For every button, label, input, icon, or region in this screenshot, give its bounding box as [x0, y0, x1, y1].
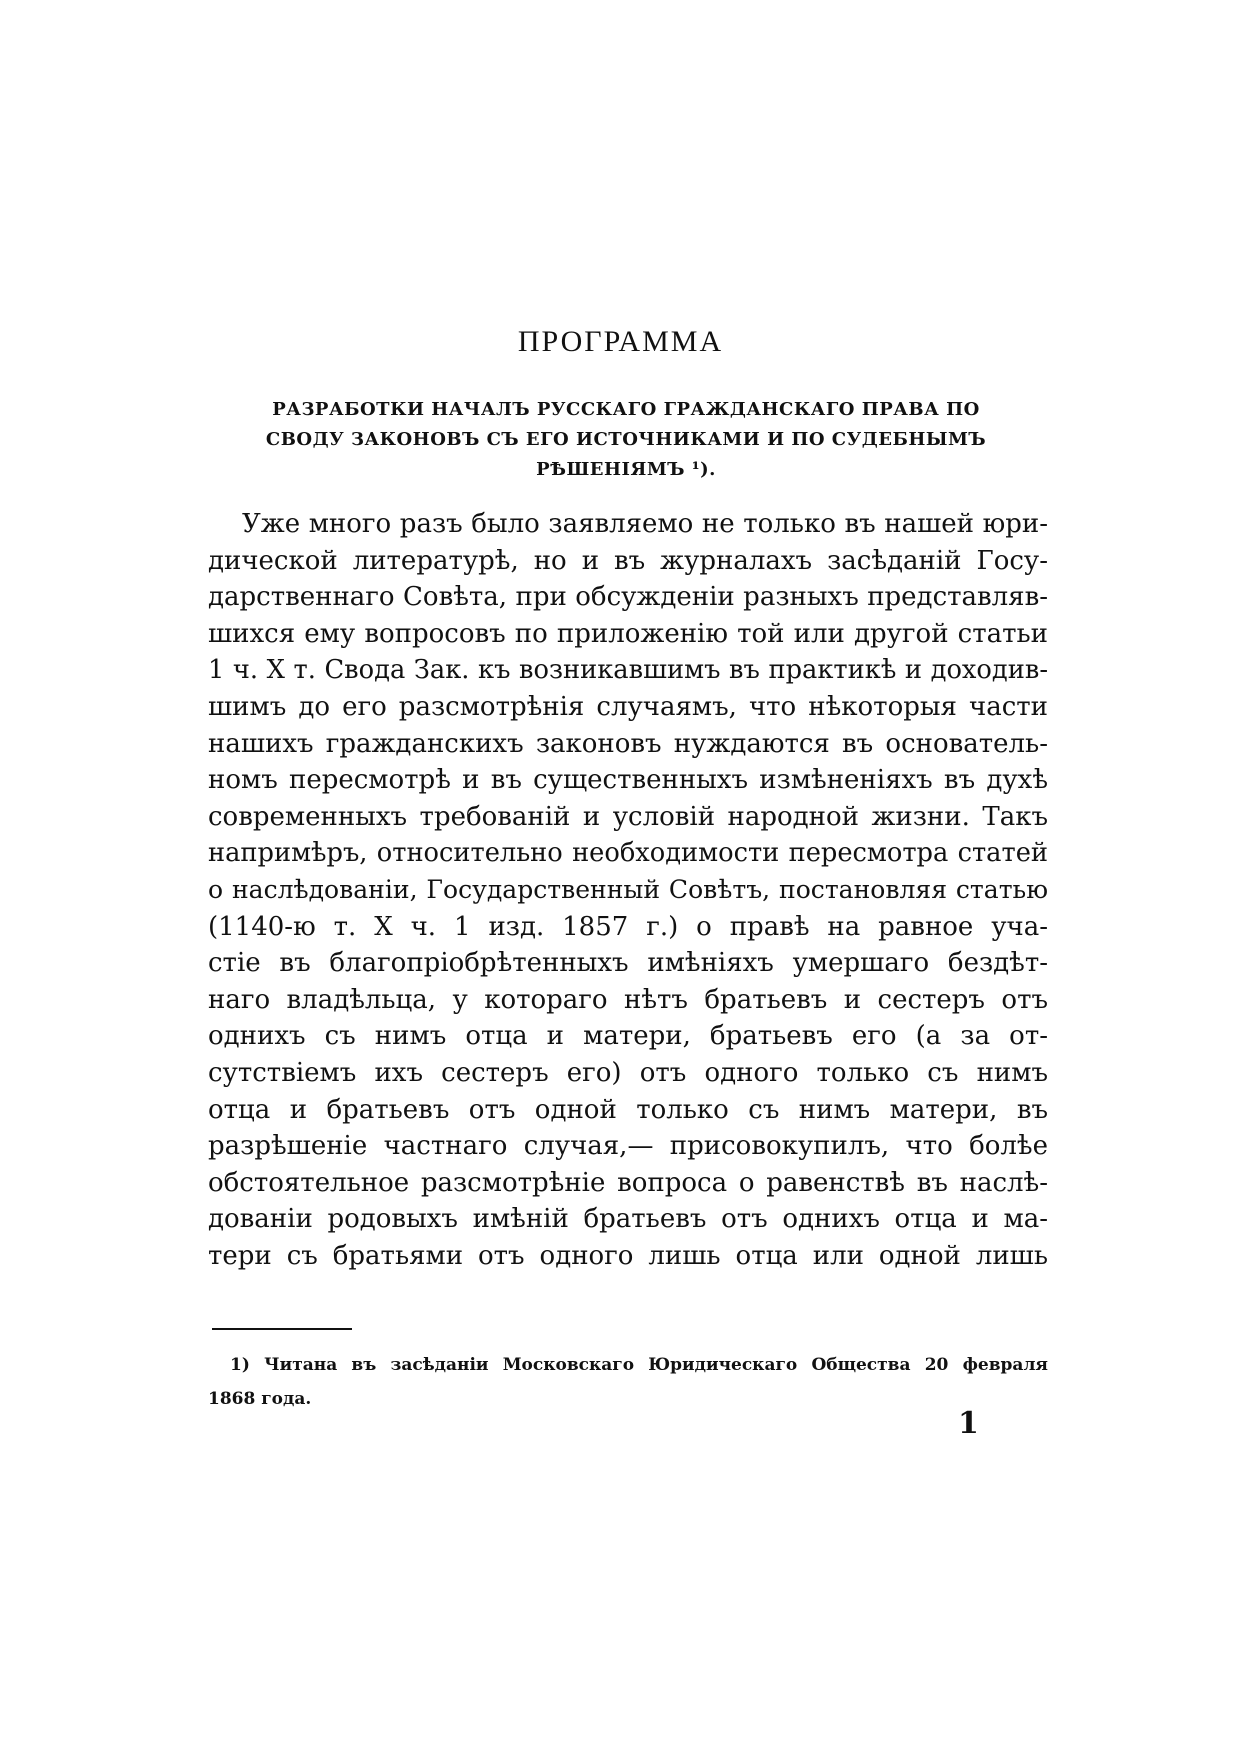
body-line: обстоятельное разсмотрѣніе вопроса о равенствѣ въ наслѣ-	[208, 1167, 1048, 1198]
body-line: 1 ч. X т. Свода Зак. къ возникавшимъ въ практикѣ и доходив-	[208, 655, 1048, 686]
body-line: однихъ съ нимъ отца и матери, братьевъ его (а за от-	[208, 1021, 1048, 1052]
subtitle-line: СВОДУ ЗАКОНОВЪ СЪ ЕГО ИСТОЧНИКАМИ И ПО СУДЕБНЫМЪ	[265, 429, 987, 450]
body-line: о наслѣдованіи, Государственный Совѣтъ, постановляя статью	[208, 874, 1048, 904]
body-line: дованіи родовыхъ имѣній братьевъ отъ однихъ отца и ма-	[208, 1204, 1048, 1235]
body-line: шихся ему вопросовъ по приложенію той или другой статьи	[208, 618, 1048, 649]
footnote-divider	[212, 1328, 352, 1330]
body-line: шимъ до его разсмотрѣнія случаямъ, что нѣкоторыя части	[208, 691, 1048, 722]
page-title: ПРОГРАММА	[517, 325, 724, 358]
subtitle-line: РАЗРАБОТКИ НАЧАЛЪ РУССКАГО ГРАЖДАНСКАГО ПРАВА ПО	[272, 399, 980, 420]
body-paragraph	[208, 506, 1048, 1274]
body-line: сутствіемъ ихъ сестеръ его) отъ одного только съ нимъ	[208, 1057, 1048, 1088]
subtitle	[236, 395, 1016, 485]
body-line: Уже много разъ было заявляемо не только въ нашей юри-	[242, 509, 1048, 539]
subtitle-line: РѢШЕНІЯМЪ ¹).	[536, 459, 716, 480]
body-line: отца и братьевъ отъ одной только съ нимъ матери, въ	[208, 1094, 1048, 1125]
page-number: 1	[958, 1406, 979, 1441]
body-line: напримѣръ, относительно необходимости пересмотра статей	[208, 838, 1048, 869]
footnote	[208, 1348, 1048, 1416]
body-line: дарственнаго Совѣта, при обсужденіи разныхъ представляв-	[208, 582, 1048, 613]
body-line: нашихъ гражданскихъ законовъ нуждаются въ основатель-	[208, 728, 1048, 759]
body-line: стіе въ благопріобрѣтенныхъ имѣніяхъ умершаго бездѣт-	[208, 948, 1048, 979]
body-line: наго владѣльца, у котораго нѣтъ братьевъ и сестеръ отъ	[208, 984, 1048, 1015]
footnote-line: 1) Читана въ засѣданіи Московскаго Юридическаго Общества 20 февраля	[230, 1355, 1048, 1375]
body-line: дической литературѣ, но и въ журналахъ засѣданій Госу-	[208, 545, 1048, 576]
body-line: тери съ братьями отъ одного лишь отца или одной лишь	[208, 1240, 1048, 1271]
body-line: разрѣшеніе частнаго случая,— присовокупилъ, что болѣе	[208, 1131, 1048, 1162]
body-line: современныхъ требованій и условій народной жизни. Такъ	[208, 801, 1048, 832]
body-line: (1140-ю т. X ч. 1 изд. 1857 г.) о правѣ на равное уча-	[208, 911, 1048, 942]
body-line: номъ пересмотрѣ и въ существенныхъ измѣненіяхъ въ духѣ	[208, 765, 1048, 796]
footnote-line: 1868 года.	[208, 1389, 312, 1409]
